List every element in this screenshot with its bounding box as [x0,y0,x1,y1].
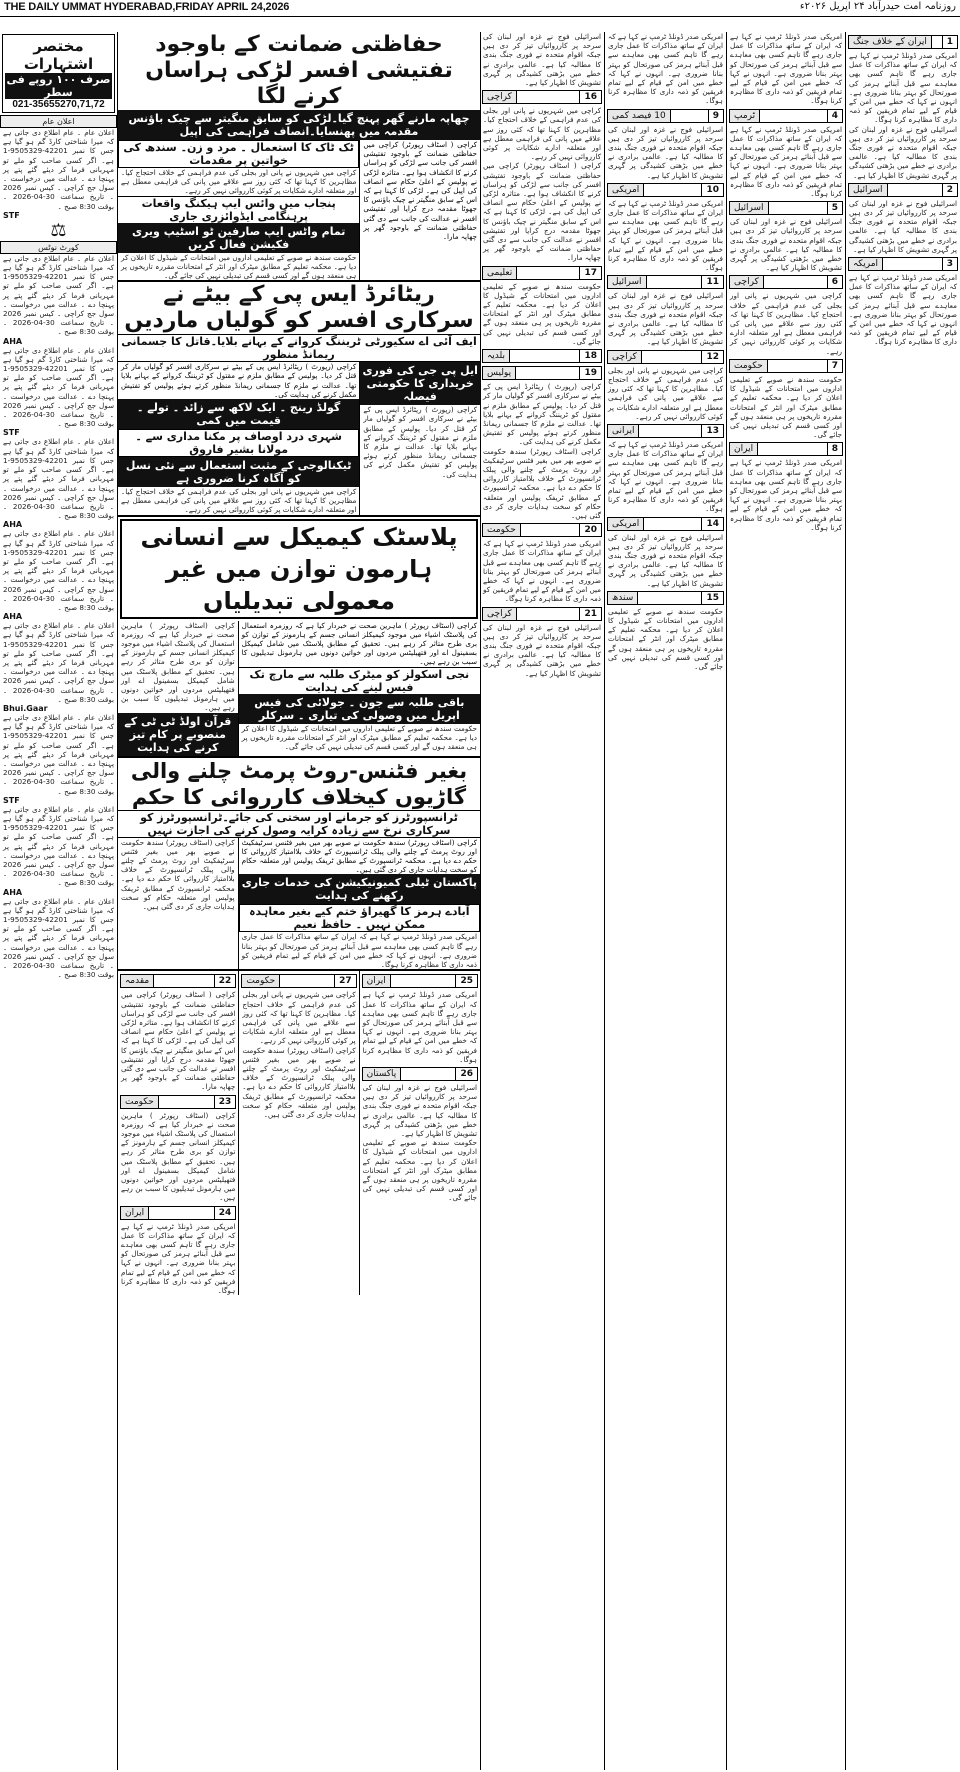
section-1-text: امریکی صدر ڈونلڈ ٹرمپ نے کہا ہے کہ ایران کے ساتھ مذاکرات کا عمل جاری رہے گا تاہم کسی بھی معاہدے سے قبل آبنائے ہرمز کی صورتحال کو بہتر بنانا ضروری ہے۔ انہوں نے کہا کہ خطے میں امن کے قیام کے لیے تمام فریقین کو ذمہ داری کا مظاہرہ کرنا ہوگا۔ [849,51,957,125]
section-15-text: حکومت سندھ نے صوبے کے تعلیمی اداروں میں امتحانات کے شیڈول کا اعلان کر دیا ہے۔ محکمہ تعلیم کے مطابق میٹرک اور انٹر کے امتحانات مقررہ تاریخوں پر ہی منعقد ہوں گے اور کسی قسم کی تبدیلی نہیں کی جائے گی۔ [608,606,723,671]
section-7-num: 7 [827,360,842,372]
section-6-label: کراچی [730,276,764,288]
story-school-text: حکومت سندھ نے صوبے کے تعلیمی اداروں میں امتحانات کے شیڈول کا اعلان کر دیا ہے۔ محکمہ تعلیم کے مطابق میٹرک اور انٹر کے امتحانات مقررہ تاریخوں پر ہی منعقد ہوں گے اور کسی قسم کی تبدیلی نہیں کی جائے گی۔ [241,723,477,752]
classified-text-8: اعلان عام ۔ عام اطلاع دی جاتی ہے کہ میرا شناختی کارڈ گم ہو گیا ہے جس کا نمبر 42201-9505329-1 ہے۔ اگر کسی صاحب کو ملے تو مہربانی فرما کر دیئے گئے پتے پر پہنچا دے ۔ عدالت میں درخواست ۔ سول جج کراچی ۔ کیس نمبر 2026 ۔ تاریخ سماعت 30-04-2026 ۔ بوقت 8:30 صبح ۔ [3,804,114,888]
classified-text-1: اعلان عام ۔ عام اطلاع دی جاتی ہے کہ میرا شناختی کارڈ گم ہو گیا ہے جس کا نمبر 42201-9505329-1 ہے۔ اگر کسی صاحب کو ملے تو مہربانی فرما کر دیئے گئے پتے پر پہنچا دے ۔ عدالت میں درخواست ۔ سول جج کراچی ۔ کیس نمبر 2026 ۔ تاریخ سماعت 30-04-2026 ۔ بوقت 8:30 صبح ۔ [3,128,114,211]
story-3b-text: کراچی (اسٹاف رپورٹر ) ماہرین صحت نے خبردار کیا ہے کہ روزمرہ استعمال کی پلاسٹک اشیاء میں موجود کیمیکلز انسانی جسم کے ہارمونز کے توازن کو بری طرح متاثر کر رہے ہیں۔ تحقیق کے مطابق پلاسٹک میں شامل کیمیکل بسفینول اے اور فتھیلیٹس مردوں اور خواتین دونوں میں ہارمونل تبدیلیوں کا سبب بن رہے ہیں۔ [121,620,235,713]
ads-title: مختصر اشتہارات [5,37,112,73]
box-gold: گولڈ رینج ۔ ایک لاکھ سے زائد ۔ تولے ۔ قیمت میں کمی [118,399,359,429]
section-24-header [120,1206,236,1220]
section-19-label: پولیس [483,367,516,379]
section-16-text: کراچی میں شہریوں نے پانی اور بجلی کی عدم فراہمی کے خلاف احتجاج کیا۔ مظاہرین کا کہنا تھا کہ کئی روز سے علاقے میں پانی کی فراہمی معطل ہے اور متعلقہ ادارے شکایات پر کوئی کارروائی نہیں کر رہے۔ [483,106,601,162]
section-6-header [729,275,843,289]
box-school-sub: باقی طلبہ سے جون ۔ جولائی کی فیس اپریل میں وصولی کی تیاری ۔ سرکلر [239,694,480,724]
story-abad-text: امریکی صدر ڈونلڈ ٹرمپ نے کہا ہے کہ ایران کے ساتھ مذاکرات کا عمل جاری رہے گا تاہم کسی بھی معاہدے سے قبل آبنائے ہرمز کی صورتحال کو بہتر بنانا ضروری ہے۔ انہوں نے کہا کہ خطے میں امن کے قیام کے لیے تمام فریقین کو ذمہ داری کا مظاہرہ کرنا ہوگا۔ [241,932,477,970]
news-column-c [480,32,605,1770]
news-column-a [727,32,846,1770]
section-9-text: اسرائیلی فوج نے غزہ اور لبنان کی سرحد پر کارروائیاں تیز کر دی ہیں جبکہ اقوام متحدہ نے فوری جنگ بندی کا مطالبہ کیا ہے۔ عالمی برادری نے خطے میں بڑھتی کشیدگی پر گہری تشویش کا اظہار کیا ہے۔ [608,124,723,180]
box-ptcl: پاکستان ٹیلی کمیونیکیشن کی خدمات جاری رکھنے کی ہدایت [239,874,480,904]
section-4-text: امریکی صدر ڈونلڈ ٹرمپ نے کہا ہے کہ ایران کے ساتھ مذاکرات کا عمل جاری رہے گا تاہم کسی بھی معاہدے سے قبل آبنائے ہرمز کی صورتحال کو بہتر بنانا ضروری ہے۔ انہوں نے کہا کہ خطے میں امن کے قیام کے لیے تمام فریقین کو ذمہ داری کا مظاہرہ کرنا ہوگا۔ [730,124,842,199]
section-1-num: 1 [942,36,957,48]
story-4-text: کراچی (اسٹاف رپورٹر) سندھ حکومت نے صوبے بھر میں بغیر فٹنس سرٹیفکیٹ اور روٹ پرمٹ کے چلنے والی پبلک ٹرانسپورٹ کے خلاف بلاامتیاز کارروائی کا حکم دے دیا ہے۔ محکمہ ٹرانسپورٹ کے مطابق ٹریفک پولیس اور متعلقہ حکام کو سخت ہدایات جاری کر دی گئی ہیں۔ [241,837,477,875]
section-22-text: کراچی ( اسٹاف رپورٹر) کراچی میں حفاظتی ضمانت کے باوجود تفتیشی افسر کی جانب سے لڑکی کو ہراساں کرنے کا انکشاف ہوا ہے۔ متاثرہ لڑکی نے پولیس کے اعلیٰ حکام سے انصاف کی اپیل کی ہے۔ لڑکی کا کہنا ہے کہ اس کے سابق منگیتر نے چیک باؤنس کا جھوٹا مقدمہ درج کرایا اور تفتیشی افسر نے عدالت کی جانب سے دی گئی حفاظتی ضمانت کے باوجود گھر پر چھاپہ مارا۔ [121,990,236,1092]
section-18-num: 18 [579,350,601,362]
section-7-header [729,359,843,373]
section-9-num: 9 [708,110,723,122]
section-15-label: سندھ [608,592,638,604]
section-24-label: ایران [121,1207,149,1219]
classified-text-4: اعلان عام ۔ عام اطلاع دی جاتی ہے کہ میرا شناختی کارڈ گم ہو گیا ہے جس کا نمبر 42201-9505329-1 ہے۔ اگر کسی صاحب کو ملے تو مہربانی فرما کر دیئے گئے پتے پر پہنچا دے ۔ عدالت میں درخواست ۔ سول جج کراچی ۔ کیس نمبر 2026 ۔ تاریخ سماعت 30-04-2026 ۔ بوقت 8:30 صبح ۔ [3,437,114,521]
section-5-label: اسرائیل [730,202,769,214]
story-2-text: کراچی (رپورٹ ) ریٹائرڈ ایس پی کے بیٹے نے سرکاری افسر کو گولیاں مار کر قتل کر دیا۔ پولیس کے مطابق ملزم نے مقتول کو ٹریننگ کروانے کے بہانے بلایا تھا۔ عدالت نے ملزم کا جسمانی ریمانڈ منظور کرتے ہوئے پولیس کو تفتیش مکمل کرنے کی ہدایت کی۔ [121,362,357,399]
section-10-label: امریکی [608,184,644,196]
section-14-num: 14 [701,518,723,530]
aha-tag-2: AHA [3,520,23,530]
story-tiktok-text: کراچی میں شہریوں نے پانی اور بجلی کی عدم فراہمی کے خلاف احتجاج کیا۔ مظاہرین کا کہنا تھا کہ کئی روز سے علاقے میں پانی کی فراہمی معطل ہے اور متعلقہ ادارے شکایات پر کوئی کارروائی نہیں کر رہے۔ [121,168,357,196]
section-5-header [729,201,843,215]
section-23-text: کراچی (اسٹاف رپورٹر ) ماہرین صحت نے خبردار کیا ہے کہ روزمرہ استعمال کی پلاسٹک اشیاء میں موجود کیمیکلز انسانی جسم کے ہارمونز کے توازن کو بری طرح متاثر کر رہے ہیں۔ تحقیق کے مطابق پلاسٹک میں شامل کیمیکل بسفینول اے اور فتھیلیٹس مردوں اور خواتین دونوں میں ہارمونل تبدیلیوں کا سبب بن رہے ہیں۔ [121,1110,236,1203]
box-abad: آبادے ہرمز کا گھیراؤ ختم کیے بغیر معاہدہ ممکن نہیں ۔ حافظ نعیم [239,904,480,932]
masthead-english: THE DAILY UMMAT HYDERABAD,FRIDAY APRIL 24,2026 [4,1,290,13]
section-24-num: 24 [214,1207,236,1219]
section-21-num: 21 [579,608,601,620]
section-9-header [607,109,724,123]
section-27-header [241,974,356,988]
gavel-icon: ⚖ [50,219,67,241]
box-shehri-sub: ٹیکنالوجی کے مثبت استعمال سے نئی نسل کو آگاہ کرنا ضروری ہے [118,457,359,487]
section-10-num: 10 [701,184,723,196]
section-8-header [729,442,843,456]
ads-phone: 021-35655270,71,72 [12,99,105,110]
section-25-text: امریکی صدر ڈونلڈ ٹرمپ نے کہا ہے کہ ایران کے ساتھ مذاکرات کا عمل جاری رہے گا تاہم کسی بھی معاہدے سے قبل آبنائے ہرمز کی صورتحال کو بہتر بنانا ضروری ہے۔ انہوں نے کہا کہ خطے میں امن کے قیام کے لیے تمام فریقین کو ذمہ داری کا مظاہرہ کرنا ہوگا۔ [362,990,477,1064]
aha-tag-1: AHA [3,336,23,346]
section-4-num: 4 [827,110,842,122]
section-27-label: حکومت [242,975,280,987]
story-4b-text: کراچی (اسٹاف رپورٹر) سندھ حکومت نے صوبے بھر میں بغیر فٹنس سرٹیفکیٹ اور روٹ پرمٹ کے چلنے والی پبلک ٹرانسپورٹ کے خلاف بلاامتیاز کارروائی کا حکم دے دیا ہے۔ محکمہ ٹرانسپورٹ کے مطابق ٹریفک پولیس اور متعلقہ حکام کو سخت ہدایات جاری کر دی گئی ہیں۔ [121,837,235,912]
section-26-text-b: حکومت سندھ نے صوبے کے تعلیمی اداروں میں امتحانات کے شیڈول کا اعلان کر دیا ہے۔ محکمہ تعلیم کے مطابق میٹرک اور انٹر کے امتحانات مقررہ تاریخوں پر ہی منعقد ہوں گے اور کسی قسم کی تبدیلی نہیں کی جائے گی۔ [362,1138,477,1203]
section-4-header [729,109,843,123]
section-12-num: 12 [701,351,723,363]
section-7-text: حکومت سندھ نے صوبے کے تعلیمی اداروں میں امتحانات کے شیڈول کا اعلان کر دیا ہے۔ محکمہ تعلیم کے مطابق میٹرک اور انٹر کے امتحانات مقررہ تاریخوں پر ہی منعقد ہوں گے اور کسی قسم کی تبدیلی نہیں کی جائے گی۔ [730,374,842,440]
story-1-text: کراچی ( اسٹاف رپورٹر) کراچی میں حفاظتی ضمانت کے باوجود تفتیشی افسر کی جانب سے لڑکی کو ہراساں کرنے کا انکشاف ہوا ہے۔ متاثرہ لڑکی نے پولیس کے اعلیٰ حکام سے انصاف کی اپیل کی ہے۔ لڑکی کا کہنا ہے کہ اس کے سابق منگیتر نے چیک باؤنس کا جھوٹا مقدمہ درج کرایا اور تفتیشی افسر نے عدالت کی جانب سے دی گئی حفاظتی ضمانت کے باوجود گھر پر چھاپہ مارا۔ [363,140,477,242]
col-a-text-1: امریکی صدر ڈونلڈ ٹرمپ نے کہا ہے کہ ایران کے ساتھ مذاکرات کا عمل جاری رہے گا تاہم کسی بھی معاہدے سے قبل آبنائے ہرمز کی صورتحال کو بہتر بنانا ضروری ہے۔ انہوں نے کہا کہ خطے میں امن کے قیام کے لیے تمام فریقین کو ذمہ داری کا مظاہرہ کرنا ہوگا۔ [730,32,842,106]
classified-text-6: اعلان عام ۔ عام اطلاع دی جاتی ہے کہ میرا شناختی کارڈ گم ہو گیا ہے جس کا نمبر 42201-9505329-1 ہے۔ اگر کسی صاحب کو ملے تو مہربانی فرما کر دیئے گئے پتے پر پہنچا دے ۔ عدالت میں درخواست ۔ سول جج کراچی ۔ کیس نمبر 2026 ۔ تاریخ سماعت 30-04-2026 ۔ بوقت 8:30 صبح ۔ [3,621,114,704]
section-19-text: کراچی (رپورٹ ) ریٹائرڈ ایس پی کے بیٹے نے سرکاری افسر کو گولیاں مار کر قتل کر دیا۔ پولیس کے مطابق ملزم نے مقتول کو ٹریننگ کروانے کے بہانے بلایا تھا۔ عدالت نے ملزم کا جسمانی ریمانڈ منظور کرتے ہوئے پولیس کو تفتیش مکمل کرنے کی ہدایت کی۔ [483,382,601,447]
headline-1: حفاظتی ضمانت کے باوجود تفتیشی افسر لڑکی ہراساں کرنے لگا [118,32,480,110]
section-10-header [607,183,724,197]
court-notice-label: کورٹ نوٹس [0,241,117,254]
section-2-label: اسرائیل [849,184,888,196]
stf-tag-3: STF [3,795,20,805]
section-16-num: 16 [579,91,601,103]
section-8-num: 8 [827,443,842,455]
section-19-num: 19 [579,367,601,379]
classified-text-7: اعلان عام ۔ عام اطلاع دی جاتی ہے کہ میرا شناختی کارڈ گم ہو گیا ہے جس کا نمبر 42201-9505329-1 ہے۔ اگر کسی صاحب کو ملے تو مہربانی فرما کر دیئے گئے پتے پر پہنچا دے ۔ عدالت میں درخواست ۔ سول جج کراچی ۔ کیس نمبر 2026 ۔ تاریخ سماعت 30-04-2026 ۔ بوقت 8:30 صبح ۔ [3,712,114,796]
section-21-header [482,607,602,621]
section-5-text: اسرائیلی فوج نے غزہ اور لبنان کی سرحد پر کارروائیاں تیز کر دی ہیں جبکہ اقوام متحدہ نے فوری جنگ بندی کا مطالبہ کیا ہے۔ عالمی برادری نے خطے میں بڑھتی کشیدگی پر گہری تشویش کا اظہار کیا ہے۔ [730,217,842,273]
story-3-text: کراچی (اسٹاف رپورٹر ) ماہرین صحت نے خبردار کیا ہے کہ روزمرہ استعمال کی پلاسٹک اشیاء میں موجود کیمیکلز انسانی جسم کے ہارمونز کے توازن کو بری طرح متاثر کر رہے ہیں۔ تحقیق کے مطابق پلاسٹک میں شامل کیمیکل بسفینول اے اور فتھیلیٹس مردوں اور خواتین دونوں میں ہارمونل تبدیلیوں کا سبب بن رہے ہیں۔ [241,620,477,667]
section-9-label: 10 فیصد کمی [608,110,671,122]
section-20-text: امریکی صدر ڈونلڈ ٹرمپ نے کہا ہے کہ ایران کے ساتھ مذاکرات کا عمل جاری رہے گا تاہم کسی بھی معاہدے سے قبل آبنائے ہرمز کی صورتحال کو بہتر بنانا ضروری ہے۔ انہوں نے کہا کہ خطے میں امن کے قیام کے لیے تمام فریقین کو ذمہ داری کا مظاہرہ کرنا ہوگا۔ [483,539,601,604]
section-21-text: اسرائیلی فوج نے غزہ اور لبنان کی سرحد پر کارروائیاں تیز کر دی ہیں جبکہ اقوام متحدہ نے فوری جنگ بندی کا مطالبہ کیا ہے۔ عالمی برادری نے خطے میں بڑھتی کشیدگی پر گہری تشویش کا اظہار کیا ہے۔ [483,622,601,678]
ads-rate: صرف ۱۰۰ روپے فی سطر [6,73,111,99]
section-20-header [482,523,602,537]
section-2-num: 2 [942,184,957,196]
section-18-header [482,349,602,363]
col-b-text-1: امریکی صدر ڈونلڈ ٹرمپ نے کہا ہے کہ ایران کے ساتھ مذاکرات کا عمل جاری رہے گا تاہم کسی بھی معاہدے سے قبل آبنائے ہرمز کی صورتحال کو بہتر بنانا ضروری ہے۔ انہوں نے کہا کہ خطے میں امن کے قیام کے لیے تمام فریقین کو ذمہ داری کا مظاہرہ کرنا ہوگا۔ [608,32,723,106]
aha-tag-3: AHA [3,612,23,622]
section-24-text: امریکی صدر ڈونلڈ ٹرمپ نے کہا ہے کہ ایران کے ساتھ مذاکرات کا عمل جاری رہے گا تاہم کسی بھی معاہدے سے قبل آبنائے ہرمز کی صورتحال کو بہتر بنانا ضروری ہے۔ انہوں نے کہا کہ خطے میں امن کے قیام کے لیے تمام فریقین کو ذمہ داری کا مظاہرہ کرنا ہوگا۔ [121,1221,236,1295]
section-3-text: امریکی صدر ڈونلڈ ٹرمپ نے کہا ہے کہ ایران کے ساتھ مذاکرات کا عمل جاری رہے گا تاہم کسی بھی معاہدے سے قبل آبنائے ہرمز کی صورتحال کو بہتر بنانا ضروری ہے۔ انہوں نے کہا کہ خطے میں امن کے قیام کے لیے تمام فریقین کو ذمہ داری کا مظاہرہ کرنا ہوگا۔ [849,273,957,347]
section-26-label: پاکستان [363,1068,402,1080]
section-27-text: کراچی میں شہریوں نے پانی اور بجلی کی عدم فراہمی کے خلاف احتجاج کیا۔ مظاہرین کا کہنا تھا کہ کئی روز سے علاقے میں پانی کی فراہمی معطل ہے اور متعلقہ ادارے شکایات پر کوئی کارروائی نہیں کر رہے۔ [242,990,356,1046]
section-19-text-b: کراچی (اسٹاف رپورٹر) سندھ حکومت نے صوبے بھر میں بغیر فٹنس سرٹیفکیٹ اور روٹ پرمٹ کے چلنے والی پبلک ٹرانسپورٹ کے خلاف بلاامتیاز کارروائی کا حکم دے دیا ہے۔ محکمہ ٹرانسپورٹ کے مطابق ٹریفک پولیس اور متعلقہ حکام کو سخت ہدایات جاری کر دی گئی ہیں۔ [483,446,601,520]
section-1-text-b: اسرائیلی فوج نے غزہ اور لبنان کی سرحد پر کارروائیاں تیز کر دی ہیں جبکہ اقوام متحدہ نے فوری جنگ بندی کا مطالبہ کیا ہے۔ عالمی برادری نے خطے میں بڑھتی کشیدگی پر گہری تشویش کا اظہار کیا ہے۔ [849,124,957,180]
col-c-text-1: اسرائیلی فوج نے غزہ اور لبنان کی سرحد پر کارروائیاں تیز کر دی ہیں جبکہ اقوام متحدہ نے فوری جنگ بندی کا مطالبہ کیا ہے۔ عالمی برادری نے خطے میں بڑھتی کشیدگی پر گہری تشویش کا اظہار کیا ہے۔ [483,32,601,88]
section-25-num: 25 [455,975,477,987]
section-27-text-b: کراچی (اسٹاف رپورٹر) سندھ حکومت نے صوبے بھر میں بغیر فٹنس سرٹیفکیٹ اور روٹ پرمٹ کے چلنے والی پبلک ٹرانسپورٹ کے خلاف بلاامتیاز کارروائی کا حکم دے دیا ہے۔ محکمہ ٹرانسپورٹ کے مطابق ٹریفک پولیس اور متعلقہ حکام کو سخت ہدایات جاری کر دی گئی ہیں۔ [242,1045,356,1119]
section-20-num: 20 [579,524,601,536]
classified-text-2: اعلان عام ۔ عام اطلاع دی جاتی ہے کہ میرا شناختی کارڈ گم ہو گیا ہے جس کا نمبر 42201-9505329-1 ہے۔ اگر کسی صاحب کو ملے تو مہربانی فرما کر دیئے گئے پتے پر پہنچا دے ۔ عدالت میں درخواست ۔ سول جج کراچی ۔ کیس نمبر 2026 ۔ تاریخ سماعت 30-04-2026 ۔ بوقت 8:30 صبح ۔ [3,253,114,337]
section-16-header [482,90,602,104]
section-23-header [120,1095,236,1109]
section-3-num: 3 [942,258,957,270]
section-3-header [848,257,958,271]
section-17-num: 17 [579,267,601,279]
section-17-header [482,266,602,280]
section-14-label: امریکی [608,518,644,530]
headline-4-sub: ٹرانسپورٹرز کو جرمانے اور سختی کی جائے۔ٹرانسپورٹرز کو سرکاری نرخ سے زیادہ کرایہ وصول کرنے کی اجازت نہیں [118,810,480,838]
section-22-header [120,974,236,988]
box-school: نجی اسکولز کو میٹرک طلبہ سے مارچ تک فیس لینے کی ہدایت [239,667,480,694]
section-16-label: کراچی [483,91,517,103]
section-21-label: کراچی [483,608,517,620]
section-3-label: امریکہ [849,258,883,270]
section-7-label: حکومت [730,360,768,372]
classified-text-9: اعلان عام ۔ عام اطلاع دی جاتی ہے کہ میرا شناختی کارڈ گم ہو گیا ہے جس کا نمبر 42201-9505329-1 ہے۔ اگر کسی صاحب کو ملے تو مہربانی فرما کر دیئے گئے پتے پر پہنچا دے ۔ عدالت میں درخواست ۔ سول جج کراچی ۔ کیس نمبر 2026 ۔ تاریخ سماعت 30-04-2026 ۔ بوقت 8:30 صبح ۔ [3,896,114,980]
section-1-label: ایران کے خلاف جنگ [849,36,932,48]
section-17-label: تعلیمی [483,267,517,279]
section-14-header [607,517,724,531]
section-11-label: اسرائیل [608,276,647,288]
section-26-header [362,1067,478,1081]
box-quran: قرآن اولڈ ٹی ٹی کے منصوبے پر کام تیز کرنے کی ہدایت [118,713,238,756]
aha-tag-4: AHA [3,887,23,897]
section-22-label: مقدمہ [121,975,154,987]
section-17-text: حکومت سندھ نے صوبے کے تعلیمی اداروں میں امتحانات کے شیڈول کا اعلان کر دیا ہے۔ محکمہ تعلیم کے مطابق میٹرک اور انٹر کے امتحانات مقررہ تاریخوں پر ہی منعقد ہوں گے اور کسی قسم کی تبدیلی نہیں کی جائے گی۔ [483,281,601,346]
section-23-num: 23 [214,1096,236,1108]
section-14-text: اسرائیلی فوج نے غزہ اور لبنان کی سرحد پر کارروائیاں تیز کر دی ہیں جبکہ اقوام متحدہ نے فوری جنگ بندی کا مطالبہ کیا ہے۔ عالمی برادری نے خطے میں بڑھتی کشیدگی پر گہری تشویش کا اظہار کیا ہے۔ [608,532,723,588]
bhui-gaar-tag: Bhui.Gaar [3,703,48,713]
masthead [0,0,960,17]
section-6-num: 6 [827,276,842,288]
classified-column [0,32,118,1770]
section-26-num: 26 [455,1068,477,1080]
section-12-header [607,350,724,364]
section-15-header [607,591,724,605]
section-25-header [362,974,478,988]
story-lpg-text: کراچی (رپورٹ ) ریٹائرڈ ایس پی کے بیٹے نے سرکاری افسر کو گولیاں مار کر قتل کر دیا۔ پولیس کے مطابق ملزم نے مقتول کو ٹریننگ کروانے کے بہانے بلایا تھا۔ عدالت نے ملزم کا جسمانی ریمانڈ منظور کرتے ہوئے پولیس کو تفتیش مکمل کرنے کی ہدایت کی۔ [363,405,477,479]
notice-label: اعلان عام [0,115,117,128]
section-11-text: اسرائیلی فوج نے غزہ اور لبنان کی سرحد پر کارروائیاں تیز کر دی ہیں جبکہ اقوام متحدہ نے فوری جنگ بندی کا مطالبہ کیا ہے۔ عالمی برادری نے خطے میں بڑھتی کشیدگی پر گہری تشویش کا اظہار کیا ہے۔ [608,291,723,347]
section-11-header [607,275,724,289]
section-19-header [482,366,602,380]
section-5-num: 5 [827,202,842,214]
section-15-num: 15 [701,592,723,604]
ads-header-box [2,34,115,113]
section-13-num: 13 [701,425,723,437]
box-punjab: پنجاب میں وائس ایپ ہیکنگ واقعات پرہنگامی ایڈوائزری جاری [118,196,359,223]
section-26-text: اسرائیلی فوج نے غزہ اور لبنان کی سرحد پر کارروائیاں تیز کر دی ہیں جبکہ اقوام متحدہ نے فوری جنگ بندی کا مطالبہ کیا ہے۔ عالمی برادری نے خطے میں بڑھتی کشیدگی پر گہری تشویش کا اظہار کیا ہے۔ [362,1082,477,1138]
stf-tag-1: STF [3,210,20,220]
news-column-right [846,32,960,1770]
section-4-label: ٹرمپ [730,110,760,122]
headline-1-sub: چھاپہ مارنے گھر پہنچ گیا۔لڑکی کو سابق منگیتر سے چیک باؤنس مقدمہ میں پھنسایا۔انصاف فراہمی کی اپیل [118,110,480,140]
section-20-label: حکومت [483,524,521,536]
section-22-num: 22 [214,975,236,987]
section-13-header [607,424,724,438]
classified-text-3: اعلان عام ۔ عام اطلاع دی جاتی ہے کہ میرا شناختی کارڈ گم ہو گیا ہے جس کا نمبر 42201-9505329-1 ہے۔ اگر کسی صاحب کو ملے تو مہربانی فرما کر دیئے گئے پتے پر پہنچا دے ۔ عدالت میں درخواست ۔ سول جج کراچی ۔ کیس نمبر 2026 ۔ تاریخ سماعت 30-04-2026 ۔ بوقت 8:30 صبح ۔ [3,345,114,429]
section-27-num: 27 [334,975,356,987]
section-13-label: ایرانی [608,425,639,437]
box-lpg: ایل پی جی کی فوری خریداری کا حکومتی فیصلہ [360,362,480,405]
headline-3: پلاسٹک کیمیکل سے انسانی ہارمون توازن میں غیر معمولی تبدیلیاں [120,519,478,619]
section-8-label: ایران [730,443,758,455]
section-10-text: امریکی صدر ڈونلڈ ٹرمپ نے کہا ہے کہ ایران کے ساتھ مذاکرات کا عمل جاری رہے گا تاہم کسی بھی معاہدے سے قبل آبنائے ہرمز کی صورتحال کو بہتر بنانا ضروری ہے۔ انہوں نے کہا کہ خطے میں امن کے قیام کے لیے تمام فریقین کو ذمہ داری کا مظاہرہ کرنا ہوگا۔ [608,198,723,273]
section-12-label: کراچی [608,351,642,363]
section-13-text: امریکی صدر ڈونلڈ ٹرمپ نے کہا ہے کہ ایران کے ساتھ مذاکرات کا عمل جاری رہے گا تاہم کسی بھی معاہدے سے قبل آبنائے ہرمز کی صورتحال کو بہتر بنانا ضروری ہے۔ انہوں نے کہا کہ خطے میں امن کے قیام کے لیے تمام فریقین کو ذمہ داری کا مظاہرہ کرنا ہوگا۔ [608,439,723,514]
section-23-label: حکومت [121,1096,159,1108]
headline-2-sub: ایف آئی اے سکیورٹی ٹریننگ کروانے کے بہانے بلایا۔قاتل کا جسمانی ریمانڈ منظور [118,334,480,362]
section-12-text: کراچی میں شہریوں نے پانی اور بجلی کی عدم فراہمی کے خلاف احتجاج کیا۔ مظاہرین کا کہنا تھا کہ کئی روز سے علاقے میں پانی کی فراہمی معطل ہے اور متعلقہ ادارے شکایات پر کوئی کارروائی نہیں کر رہے۔ [608,365,723,421]
headline-2: ریٹائرڈ ایس پی کے بیٹے نے سرکاری افسر کو گولیاں ماردیں [118,282,480,334]
box-shehri: شہری درد اوصاف پر مکنا مداری سے ۔ مولانا بشیر فاروق [118,429,359,457]
section-8-text: امریکی صدر ڈونلڈ ٹرمپ نے کہا ہے کہ ایران کے ساتھ مذاکرات کا عمل جاری رہے گا تاہم کسی بھی معاہدے سے قبل آبنائے ہرمز کی صورتحال کو بہتر بنانا ضروری ہے۔ انہوں نے کہا کہ خطے میں امن کے قیام کے لیے تمام فریقین کو ذمہ داری کا مظاہرہ کرنا ہوگا۔ [730,458,842,532]
section-11-num: 11 [701,276,723,288]
section-2-header [848,183,958,197]
masthead-urdu: روزنامہ امت حیدرآباد ۲۴ اپریل ۲۰۲۶ء [799,1,956,12]
news-column-b [605,32,727,1770]
section-18-label: بلدیہ [483,350,510,362]
box-tiktok: ٹک ٹاک کا استعمال ۔ مرد و زن۔ سندھ کی خواتین پر مقدمات [118,140,359,168]
box-punjab-sub: تمام واٹس ایپ صارفین ٹو اسٹیپ ویری فکیشن فعال کریں [118,223,359,253]
section-16-text-b: کراچی ( اسٹاف رپورٹر) کراچی میں حفاظتی ضمانت کے باوجود تفتیشی افسر کی جانب سے لڑکی کو ہراساں کرنے کا انکشاف ہوا ہے۔ متاثرہ لڑکی نے پولیس کے اعلیٰ حکام سے انصاف کی اپیل کی ہے۔ لڑکی کا کہنا ہے کہ اس کے سابق منگیتر نے چیک باؤنس کا جھوٹا مقدمہ درج کرایا اور تفتیشی افسر نے عدالت کی جانب سے دی گئی حفاظتی ضمانت کے باوجود گھر پر چھاپہ مارا۔ [483,161,601,263]
section-2-text: اسرائیلی فوج نے غزہ اور لبنان کی سرحد پر کارروائیاں تیز کر دی ہیں جبکہ اقوام متحدہ نے فوری جنگ بندی کا مطالبہ کیا ہے۔ عالمی برادری نے خطے میں بڑھتی کشیدگی پر گہری تشویش کا اظہار کیا ہے۔ [849,198,957,254]
section-1-header [848,35,958,49]
main-news-block [118,32,481,1770]
section-25-label: ایران [363,975,391,987]
story-punjab-text: حکومت سندھ نے صوبے کے تعلیمی اداروں میں امتحانات کے شیڈول کا اعلان کر دیا ہے۔ محکمہ تعلیم کے مطابق میٹرک اور انٹر کے امتحانات مقررہ تاریخوں پر ہی منعقد ہوں گے اور کسی قسم کی تبدیلی نہیں کی جائے گی۔ [121,252,357,281]
stf-tag-2: STF [3,428,20,438]
section-6-text: کراچی میں شہریوں نے پانی اور بجلی کی عدم فراہمی کے خلاف احتجاج کیا۔ مظاہرین کا کہنا تھا کہ کئی روز سے علاقے میں پانی کی فراہمی معطل ہے اور متعلقہ ادارے شکایات پر کوئی کارروائی نہیں کر رہے۔ [730,291,842,356]
classified-text-5: اعلان عام ۔ عام اطلاع دی جاتی ہے کہ میرا شناختی کارڈ گم ہو گیا ہے جس کا نمبر 42201-9505329-1 ہے۔ اگر کسی صاحب کو ملے تو مہربانی فرما کر دیئے گئے پتے پر پہنچا دے ۔ عدالت میں درخواست ۔ سول جج کراچی ۔ کیس نمبر 2026 ۔ تاریخ سماعت 30-04-2026 ۔ بوقت 8:30 صبح ۔ [3,529,114,612]
headline-4: بغیر فٹنس-روٹ پرمٹ چلنے والی گاڑیوں کیخلاف کارروائی کا حکم [118,758,480,810]
story-shehri-text: کراچی میں شہریوں نے پانی اور بجلی کی عدم فراہمی کے خلاف احتجاج کیا۔ مظاہرین کا کہنا تھا کہ کئی روز سے علاقے میں پانی کی فراہمی معطل ہے اور متعلقہ ادارے شکایات پر کوئی کارروائی نہیں کر رہے۔ [121,487,357,515]
